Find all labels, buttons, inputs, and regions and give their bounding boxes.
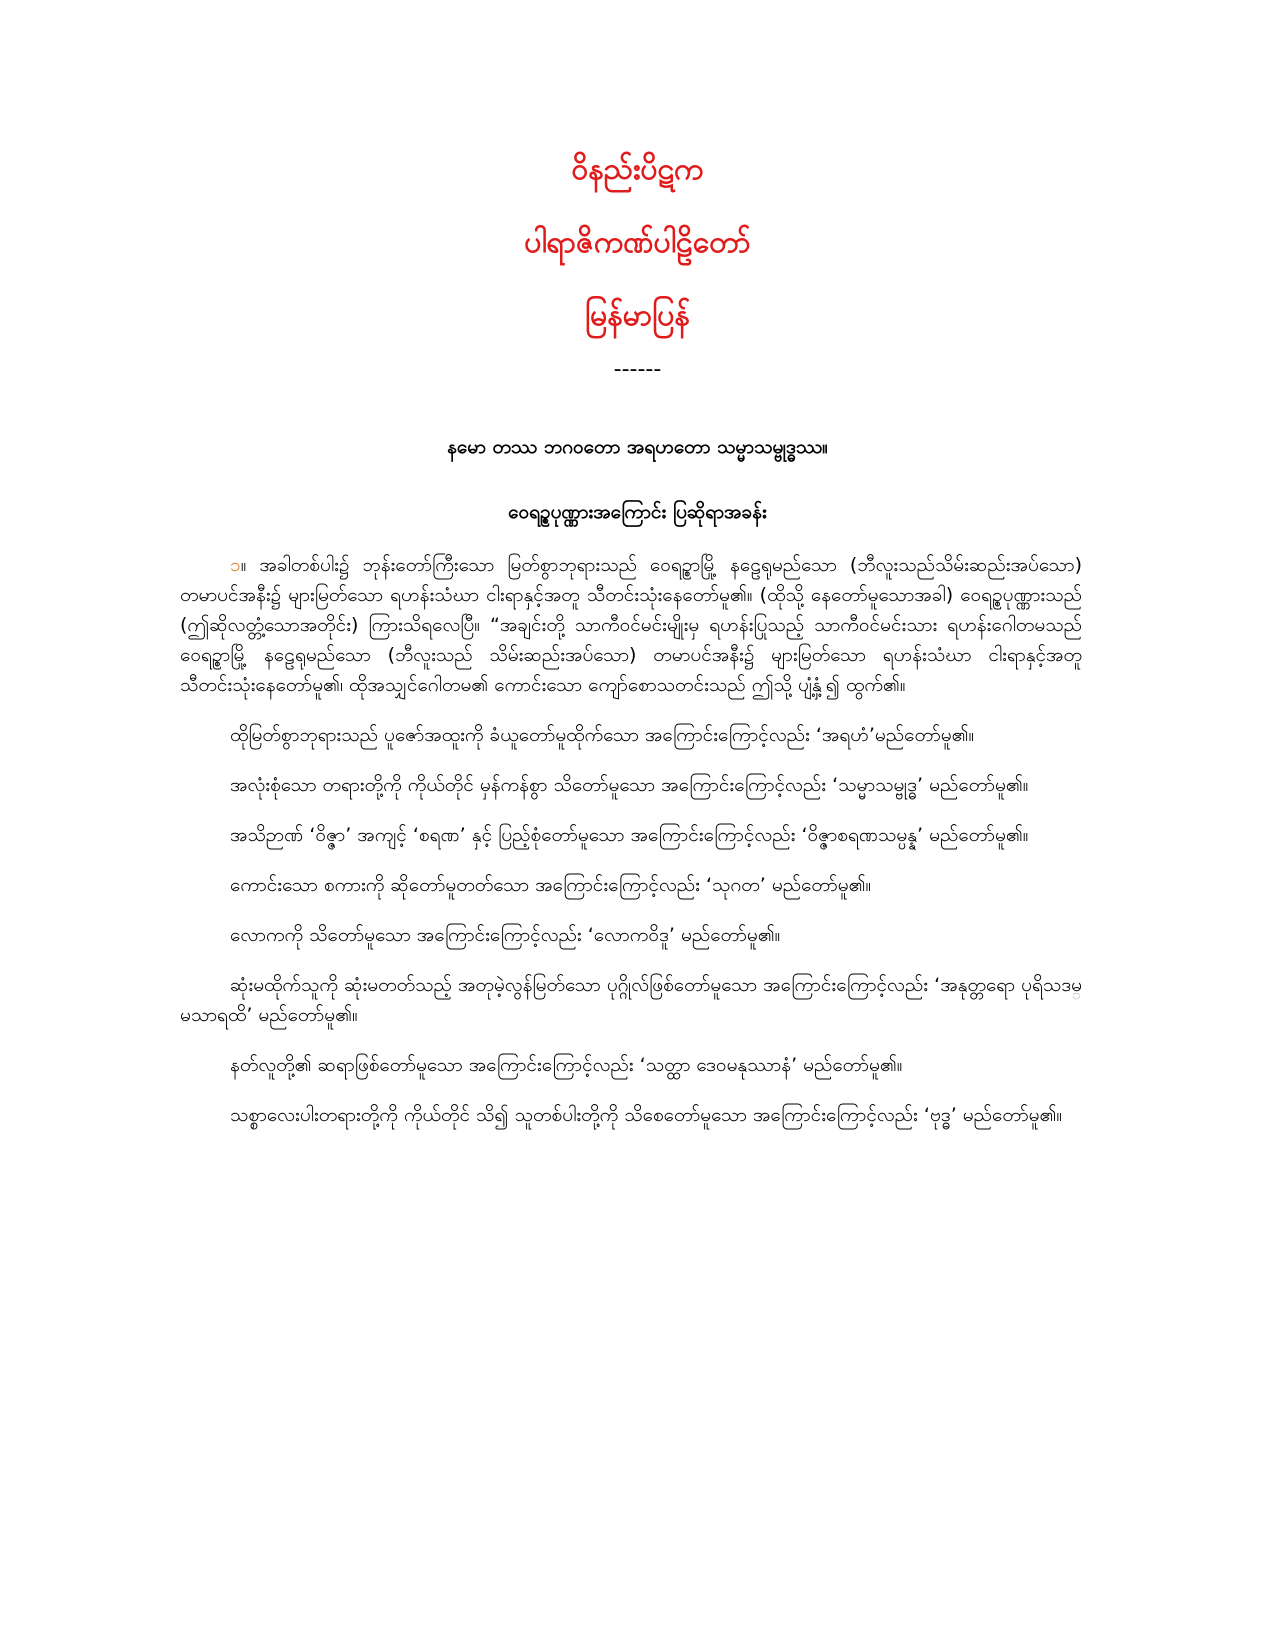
paragraph-1 [180, 550, 1082, 700]
title-divider: ------ [613, 357, 662, 382]
paragraph-8: နတ်လူတို့၏ ဆရာဖြစ်တော်မူသော အကြောင်းကြောင့်လည်း ‘သတ္ထာ ဒေဝမနုဿာနံ’ မည်တော်မူ၏။ [230, 1054, 903, 1076]
paragraph-5: ကောင်းသော စကားကို ဆိုတော်မူတတ်သော အကြောင်းကြောင့်လည်း ‘သုဂတ’ မည်တော်မူ၏။ [230, 874, 872, 896]
title-translation: မြန်မာပြန် [585, 298, 690, 333]
section-title: ဝေရဉ္စပုဏ္ဏားအကြောင်း ပြဆိုရာအခန်း [508, 501, 767, 523]
paragraph-6: လောကကို သိတော်မူသော အကြောင်းကြောင့်လည်း ‘လောကဝိဒူ’ မည်တော်မူ၏။ [230, 924, 781, 946]
paragraph-text: ။ အခါတစ်ပါး၌ ဘုန်းတော်ကြီးသော မြတ်စွာဘုရားသည် ဝေရဉ္စာမြို့ နဠေရုမည်သော (ဘီလူးသည်သိမ်းဆည်းအပ်သော) တမာပင်အနီး၌ များမြတ်သော ရဟန်းသံဃာ ငါးရာနှင့်အတူ သီတင်းသုံးနေတော်မူ၏။ (ထိုသို့ နေတော်မူသောအခါ) ဝေရဉ္စပုဏ္ဏားသည် (ဤဆိုလတ္တံ့သောအတိုင်း) ကြားသိရလေပြီ။ “အချင်းတို့ သာကီဝင်မင်းမျိုးမှ ရဟန်းပြုသည့် သာကီဝင်မင်းသား ရဟန်းဂေါတမသည် ဝေရဉ္စာမြို့ နဠေရုမည်သော (ဘီလူးသည် သိမ်းဆည်းအပ်သော) တမာပင်အနီး၌ များမြတ်သော ရဟန်းသံဃာ ငါးရာနှင့်အတူ သီတင်းသုံးနေတော်မူ၏၊ ထိုအသျှင်ဂေါတမ၏ ကောင်းသော ကျော်စောသတင်းသည် ဤသို့ ပျံ့နှံ့၍ ထွက်၏။ [180, 554, 1082, 696]
title-book: ပါရာဇိကဏ်ပါဠိတော် [524, 225, 751, 260]
paragraph-7: ဆုံးမထိုက်သူကို ဆုံးမတတ်သည့် အတုမဲ့လွန်မြတ်သော ပုဂ္ဂိုလ်ဖြစ်တော်မူသော အကြောင်းကြောင့်လည်း ‘အနုတ္တရော ပုရိသဒမ္မသာရထိ’ မည်တော်မူ၏။ [180, 974, 1082, 1026]
paragraph-number: ၁ [230, 554, 241, 576]
paragraph-2: ထိုမြတ်စွာဘုရားသည် ပူဇော်အထူးကို ခံယူတော်မူထိုက်သော အကြောင်းကြောင့်လည်း ‘အရဟံ’မည်တော်မူ၏။ [230, 724, 975, 746]
paragraph-3: အလုံးစုံသော တရားတို့ကို ကိုယ်တိုင် မှန်ကန်စွာ သိတော်မူသော အကြောင်းကြောင့်လည်း ‘သမ္မာသမ္ဗုဒ္ဓ’ မည်တော်မူ၏။ [230, 774, 1029, 796]
body-text [180, 550, 1082, 1150]
homage-line: နမော တဿ ဘဂဝတော အရဟတော သမ္မာသမ္ဗုဒ္ဓဿ။ [447, 436, 828, 458]
paragraph-4: အသိဉာဏ် ‘ဝိဇ္ဇာ’ အကျင့် ‘စရဏ’ နှင့် ပြည့်စုံတော်မူသော အကြောင်းကြောင့်လည်း ‘ဝိဇ္ဇာစရဏသမ္ပန္န’ မည်တော်မူ၏။ [230, 824, 1029, 846]
paragraph-9: သစ္စာလေးပါးတရားတို့ကို ကိုယ်တိုင် သိ၍ သူတစ်ပါးတို့ကို သိစေတော်မူသော အကြောင်းကြောင့်လည်း ‘ဗုဒ္ဓ’ မည်တော်မူ၏။ [230, 1104, 1063, 1126]
title-pitaka: ဝိနည်းပိဋက [571, 152, 704, 187]
